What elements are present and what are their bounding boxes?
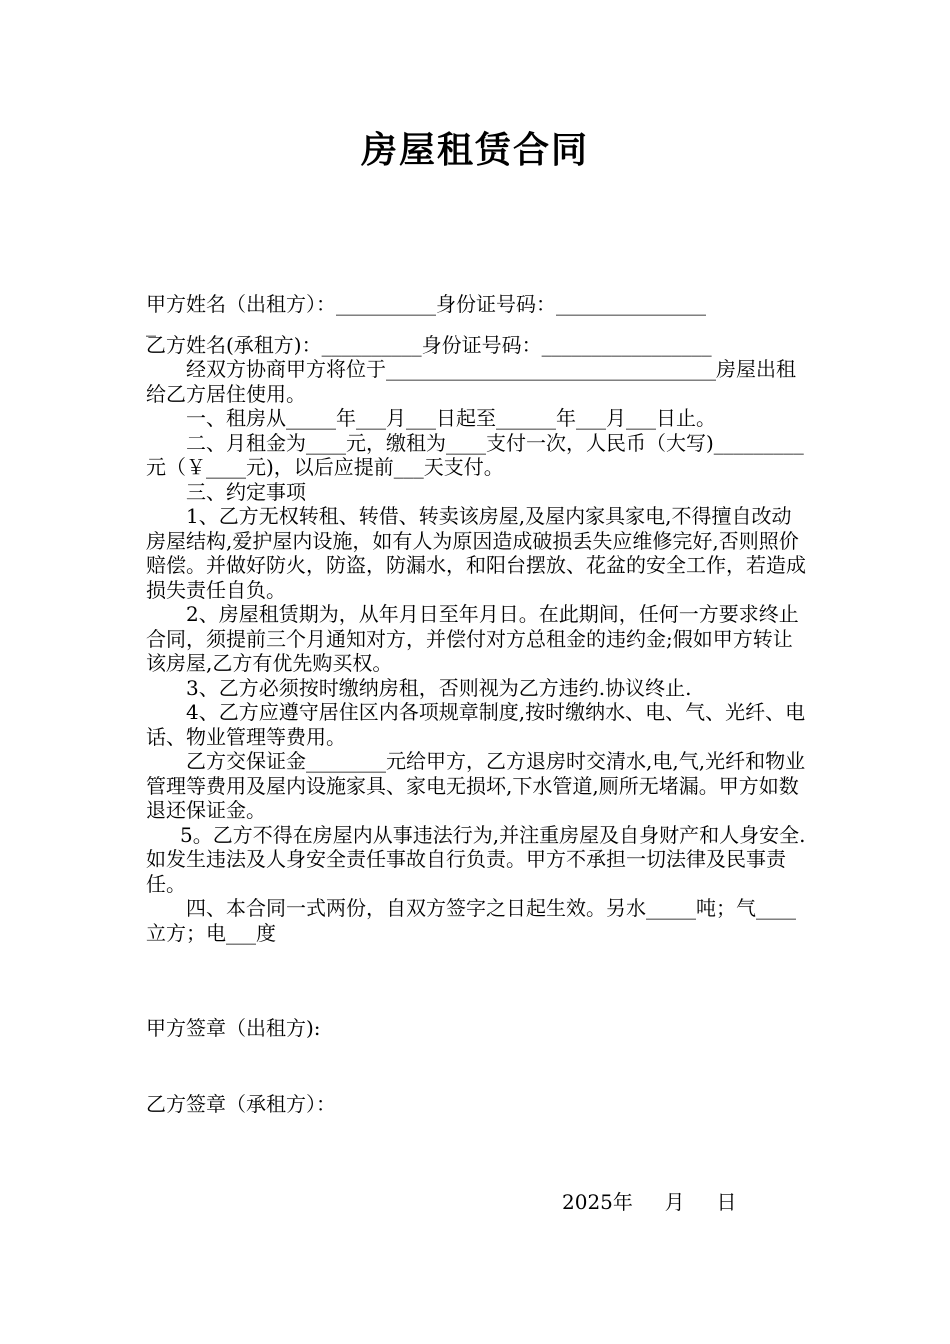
signature-party-b: 乙方签章（承租方）： [146, 1092, 336, 1116]
contract-body [146, 292, 810, 945]
document-title: 房屋租赁合同 [360, 129, 589, 171]
clause-lease-term: 一、租房从_____年___月___日起至______年___月___日止。 [186, 406, 716, 430]
signature-party-a: 甲方签章（出租方): [146, 1016, 321, 1040]
sign-date: 2025年 月 日 [562, 1190, 737, 1214]
party-b-line: 乙方姓名(承租方)：__________身份证号码：_________________ [146, 332, 712, 357]
clause-terms-heading: 三、约定事项 [186, 479, 306, 504]
clause-rent: 二、月租金为____元，缴租为____支付一次，人民币（大写)_________元（￥____元)，以后应提前___天支付。 [146, 430, 804, 479]
term-item-4: 4、乙方应遵守居住区内各项规章制度,按时缴纳水、电、气、光纤、电话、物业管理等费用。 [146, 700, 806, 749]
term-item-1: 1、乙方无权转租、转借、转卖该房屋,及屋内家具家电,不得擅自改动房屋结构,爱护屋内设施，如有人为原因造成破损丢失应维修完好,否则照价赔偿。并做好防火，防盗，防漏水，和阳台摆放、花盆的安全工作，若造成损失责任自负。 [146, 504, 806, 602]
party-a-line-overflow: _ [146, 312, 156, 337]
term-item-2: 2、房屋租赁期为，从年月日至年月日。在此期间，任何一方要求终止合同，须提前三个月通知对方，并偿付对方总租金的违约金;假如甲方转让该房屋,乙方有优先购买权。 [146, 602, 799, 675]
term-deposit: 乙方交保证金________元给甲方，乙方退房时交清水,电,气,光纤和物业管理等费用及屋内设施家具、家电无损坏,下水管道,厕所无堵漏。甲方如数退还保证金。 [146, 749, 806, 822]
premises-clause: 经双方协商甲方将位于_________________________________房屋出租给乙方居住使用。 [146, 357, 796, 406]
party-a-line: 甲方姓名（出租方）：__________身份证号码：_______________ [146, 292, 706, 316]
term-item-3: 3、乙方必须按时缴纳房租，否则视为乙方违约.协议终止. [186, 675, 692, 700]
term-item-5: 5。乙方不得在房屋内从事违法行为,并注重房屋及自身财产和人身安全.如发生违法及人身安全责任事故自行负责。甲方不承担一切法律及民事责任。 [146, 822, 806, 896]
clause-effect: 四、本合同一式两份，自双方签字之日起生效。另水_____吨；气____立方；电___度 [146, 896, 796, 945]
